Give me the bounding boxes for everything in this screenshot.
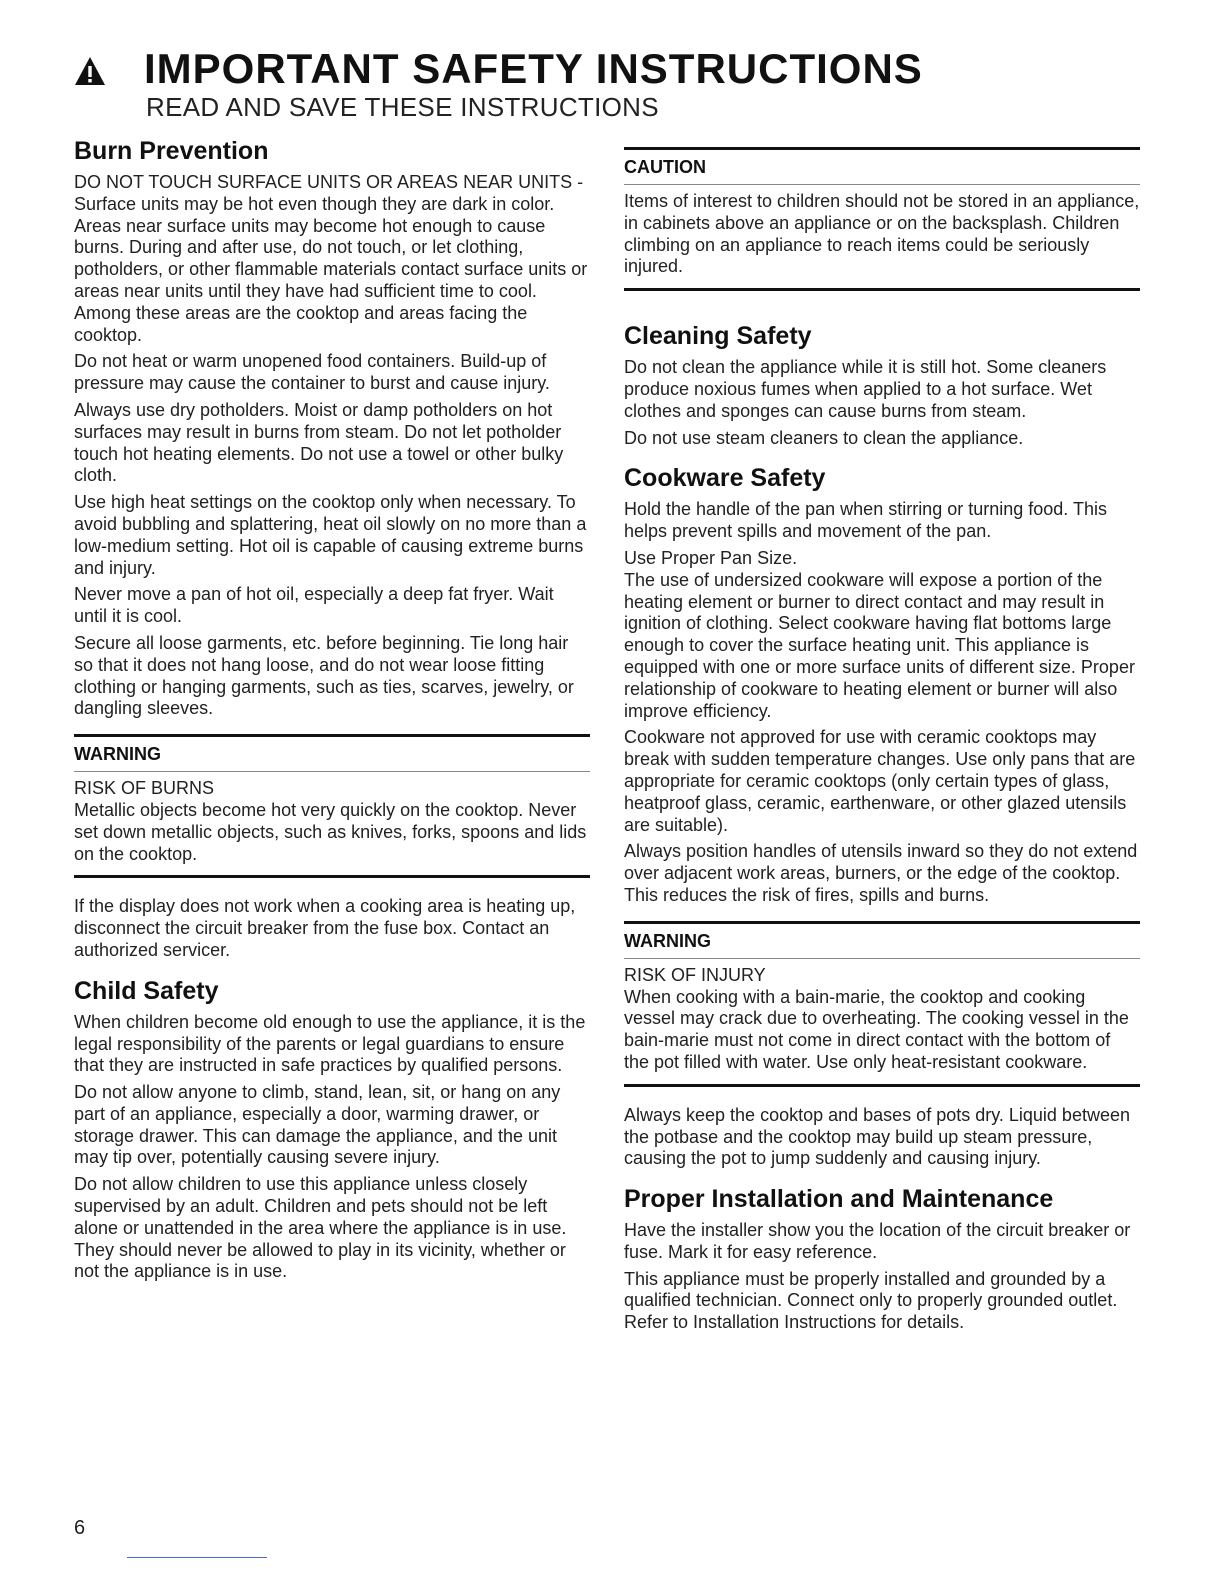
box-bottom-rule [74,875,590,878]
burn-prevention-heading: Burn Prevention [74,137,269,165]
box-thin-rule [624,184,1140,185]
cookware-safety-section [624,463,1140,906]
page-subtitle: READ AND SAVE THESE INSTRUCTIONS [146,92,659,122]
cookware-paragraph: The use of undersized cookware will expose a portion of the heating element or burner to direct contact and may result in ignition of clothing. Select cookware having flat bottoms large enough to cover the surface heating unit. This appliance is equipped with one or more surface units of different size. Proper relationship of cookware to heating element or burner will also improve efficiency. [624,569,1135,721]
installation-paragraph: This appliance must be properly installed and grounded by a qualified technician. Connect only to properly grounded outlet. Refer to Installation Instructions for details. [624,1268,1118,1333]
burn-paragraph: Use high heat settings on the cooktop only when necessary. To avoid bubbling and splattering, heat oil slowly on no more than a low-medium setting. Hot oil is capable of causing extreme burns and injury. [74,492,587,578]
caution-text: Items of interest to children should not be stored in an appliance, in cabinets above an appliance or on the backsplash. Children climbing on an appliance to reach items could be seriously injured. [624,191,1140,277]
warning-injury-box [624,921,1140,1087]
cookware-safety-heading: Cookware Safety [624,464,826,493]
footer-link-rule [127,1557,267,1558]
burn-prevention-section [74,136,590,720]
cookware-paragraph: Cookware not approved for use with ceramic cooktops may break with sudden temperature changes. Use only pans that are appropriate for ceramic cooktops (only certain types of glass, heatproof glass, ceramic, earthenware, or other glazed utensils are suitable). [624,727,1136,835]
cleaning-safety-section [624,321,1140,449]
cleaning-safety-heading: Cleaning Safety [624,322,812,351]
cookware-paragraph: Always position handles of utensils inward so they do not extend over adjacent work areas, burners, or the edge of the cooktop. This reduces the risk of fires, spills and burns. [624,841,1138,905]
dry-note: Always keep the cooktop and bases of pots dry. Liquid between the potbase and the cooktop may build up steam pressure, causing the pot to jump suddenly and causing injury. [624,1104,1130,1169]
box-thin-rule [624,958,1140,959]
child-safety-section [74,976,590,1284]
cookware-paragraph: Hold the handle of the pan when stirring or turning food. This helps prevent spills and movement of the pan. [624,499,1107,542]
child-paragraph: When children become old enough to use the appliance, it is the legal responsibility of the parents or legal guardians to ensure that they are instructed in safe practices by qualified persons. [74,1011,586,1076]
box-bottom-rule [624,1084,1140,1087]
warning-risk: RISK OF BURNS [74,778,215,799]
installation-heading: Proper Installation and Maintenance [624,1185,1054,1214]
installation-section [624,1184,1140,1334]
warning-burns-box [74,734,590,878]
page-title: IMPORTANT SAFETY INSTRUCTIONS [144,45,923,92]
cleaning-paragraph: Do not use steam cleaners to clean the appliance. [624,427,1024,448]
child-paragraph: Do not allow anyone to climb, stand, lean, sit, or hang on any part of an appliance, especially a door, warming drawer, or storage drawer. This can damage the appliance, and the unit may tip over, potentially causing severe injury. [74,1082,561,1168]
left-column [74,136,590,1288]
warning-text: When cooking with a bain-marie, the cooktop and cooking vessel may crack due to overheating. The cooking vessel in the bain-marie must not come in direct contact with the bottom of the pot filled with water. Use only heat-resistant cookware. [624,986,1129,1072]
burn-paragraph: Secure all loose garments, etc. before beginning. Tie long hair so that it does not hang loose, and do not wear loose fitting clothing or hanging garments, such as ties, scarves, jewelry, or dangling sleeves. [74,632,574,719]
burn-paragraph: Do not heat or warm unopened food containers. Build-up of pressure may cause the container to burst and cause injury. [74,351,550,394]
warning-label: WARNING [74,744,161,765]
right-column [624,147,1140,1339]
installation-paragraph: Have the installer show you the location of the circuit breaker or fuse. Mark it for easy reference. [624,1220,1131,1262]
cookware-paragraph: Use Proper Pan Size. [624,547,798,568]
burn-paragraph: DO NOT TOUCH SURFACE UNITS OR AREAS NEAR UNITS - Surface units may be hot even though they are dark in color. Areas near surface units may become hot enough to cause burns. During and after use, do not touch, or let clothing, potholders, or other flammable materials contact surface units or areas near units until they have had sufficient time to cool. Among these areas are the cooktop and areas facing the cooktop. [74,172,588,345]
box-thin-rule [74,771,590,772]
warning-risk: RISK OF INJURY [624,964,766,985]
display-note: If the display does not work when a cooking area is heating up, disconnect the circuit breaker from the fuse box. Contact an authorized servicer. [74,896,576,960]
box-bottom-rule [624,288,1140,291]
warning-label: WARNING [624,930,711,951]
burn-paragraph: Never move a pan of hot oil, especially a deep fat fryer. Wait until it is cool. [74,584,554,627]
page-number: 6 [74,1517,86,1539]
child-paragraph: Do not allow children to use this appliance unless closely supervised by an adult. Children and pets should not be left alone or unattended in the area where the appliance is in use. They should never be allowed to play in its vicinity, whether or not the appliance is in use. [74,1174,567,1282]
cleaning-paragraph: Do not clean the appliance while it is still hot. Some cleaners produce noxious fumes when applied to a hot surface. Wet clothes and sponges can cause burns from steam. [624,357,1107,421]
warning-triangle-icon [74,56,106,86]
title-row [74,44,1154,94]
caution-label: CAUTION [624,157,706,177]
page-header [74,44,1154,122]
burn-paragraph: Always use dry potholders. Moist or damp potholders on hot surfaces may result in burns from steam. Do not let potholder touch hot heating elements. Do not use a towel or other bulky cloth. [74,399,564,486]
warning-text: Metallic objects become hot very quickly on the cooktop. Never set down metallic objects, such as knives, forks, spoons and lids on the cooktop. [74,799,587,864]
caution-box [624,147,1140,291]
child-safety-heading: Child Safety [74,976,219,1005]
